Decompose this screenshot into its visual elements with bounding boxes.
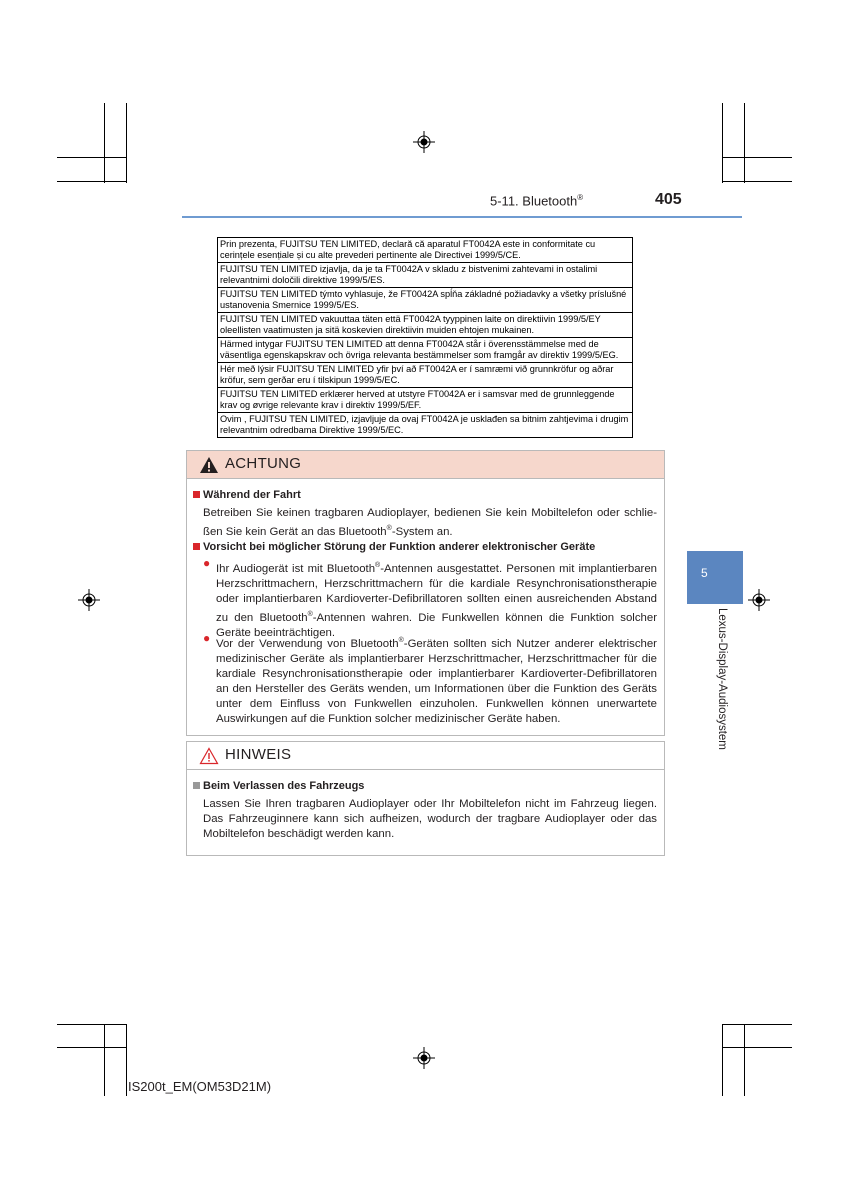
chapter-title: Lexus-Display-Audiosystem: [716, 608, 728, 750]
bullet-dot-icon: ●: [203, 556, 211, 570]
crop-mark: [722, 1024, 723, 1096]
chapter-number: 5: [701, 566, 708, 580]
hinweis-title: HINWEIS: [225, 746, 292, 763]
crop-mark: [104, 1024, 105, 1096]
crop-mark: [126, 103, 127, 183]
declaration-row: FUJITSU TEN LIMITED týmto vyhlasuje, že FT0042A spĺňa základné požiadavky a všetky príslušné ustanovenia Smernice 1999/5/ES.: [218, 288, 632, 313]
crop-mark: [57, 1047, 127, 1048]
section-heading: Vorsicht bei möglicher Störung der Funktion anderer elektronischer Geräte: [193, 541, 595, 553]
declaration-row: Prin prezenta, FUJITSU TEN LIMITED, declară că aparatul FT0042A este in conformitate cu cerințele esențiale și cu alte prevederi pertinente ale Directivei 1999/5/CE.: [218, 238, 632, 263]
crop-mark: [722, 1047, 792, 1048]
bullet-dot-icon: ●: [203, 631, 211, 645]
crop-mark: [722, 181, 792, 182]
crop-mark: [57, 181, 127, 182]
crop-mark: [126, 1024, 127, 1096]
square-bullet-icon: [193, 543, 200, 550]
section-heading: Beim Verlassen des Fahrzeugs: [193, 780, 364, 792]
page-number: 405: [655, 191, 682, 208]
crop-mark: [104, 103, 105, 183]
crop-mark: [722, 1024, 792, 1025]
header-rule: [182, 216, 742, 218]
declaration-table: [217, 237, 633, 438]
model-code: IS200t_EM(OM53D21M): [128, 1079, 272, 1094]
declaration-row: FUJITSU TEN LIMITED vakuuttaa täten että FT0042A tyyppinen laite on direktiivin 1999/5/EY oleellisten vaatimusten ja sitä koskevien direktiivin muiden ehtojen mukainen.: [218, 313, 632, 338]
achtung-header: [187, 451, 664, 479]
hinweis-box: [186, 741, 665, 856]
bullet-paragraph: Ihr Audiogerät ist mit Bluetooth®-Antennen ausgestattet. Personen mit implantierbaren Herzschrittmachern, Herzschrittmachern für die kardiale Resynchronisationstherapie oder implantierbaren Kardioverter-Defibrillatoren sollten einen ausreichenden Abstand zu den Bluetooth®-Antennen wahren. Die Funkwellen können die Funktion solcher Geräte beeinträchtigen.: [216, 562, 658, 639]
declaration-row: Härmed intygar FUJITSU TEN LIMITED att denna FT0042A står i överensstämmelse med de väsentliga egenskapskrav och övriga relevanta bestämmelser som framgår av direktiv 1999/5/EG.: [218, 338, 632, 363]
crop-mark: [57, 1024, 127, 1025]
crop-mark: [722, 103, 723, 183]
paragraph: Betreiben Sie keinen tragbaren Audioplayer, bedienen Sie kein Mobiltelefon oder schlie- ßen Sie kein Gerät an das Bluetooth®-System an.: [203, 507, 657, 538]
chapter-tab: [687, 551, 743, 604]
section-title: 5-11. Bluetooth®: [490, 193, 584, 209]
section-heading: Während der Fahrt: [193, 489, 301, 501]
crop-mark: [722, 157, 792, 158]
square-bullet-icon: [193, 491, 200, 498]
crop-mark: [744, 1024, 745, 1096]
declaration-row: FUJITSU TEN LIMITED izjavlja, da je ta FT0042A v skladu z bistvenimi zahtevami in ostalimi relevantnimi določili direktive 1999/5/ES.: [218, 263, 632, 288]
registration-mark-icon: [748, 589, 770, 611]
achtung-box: [186, 450, 665, 736]
bullet-paragraph: Vor der Verwendung von Bluetooth®-Geräten sollten sich Nutzer anderer elektrischer medizinischer Geräte als implantierbarer Herzschrittmacher, Herzschrittmacher für die kardiale Resynchronisationstherapie oder implantierbarer Kardioverter-Defibrillatoren an den Hersteller des Geräts wenden, um Informationen über die Funktion des Geräts unter dem Einfluss von Funkwellen einzuholen. Funkwellen können unerwartete Auswirkungen auf die Funktion solcher medizinischer Geräte haben.: [216, 637, 657, 725]
registration-mark-icon: [413, 1047, 435, 1069]
warning-icon: [199, 456, 219, 474]
square-bullet-icon: [193, 782, 200, 789]
warning-outline-icon: [199, 747, 219, 765]
registration-mark-icon: [413, 131, 435, 153]
achtung-title: ACHTUNG: [225, 455, 302, 472]
crop-mark: [57, 157, 127, 158]
declaration-row: Ovim , FUJITSU TEN LIMITED, izjavljuje da ovaj FT0042A je usklađen sa bitnim zahtjevima i drugim relevantnim odredbama Direktive 1999/5/EC.: [220, 414, 629, 435]
crop-mark: [744, 103, 745, 183]
paragraph: Lassen Sie Ihren tragbaren Audioplayer oder Ihr Mobiltelefon nicht im Fahrzeug liegen. Das Fahrzeuginnere kann sich aufheizen, wodurch der tragbare Audioplayer oder das Mobiltelefon beschädigt werden kann.: [203, 798, 657, 840]
hinweis-header: [187, 742, 664, 770]
registration-mark-icon: [78, 589, 100, 611]
declaration-row: FUJITSU TEN LIMITED erklærer herved at utstyre FT0042A er i samsvar med de grunnleggende krav og øvrige relevante krav i direktiv 1999/5/EF.: [218, 388, 632, 413]
declaration-row: Hér með lýsir FUJITSU TEN LIMITED yfir því að FT0042A er í samræmi við grunnkröfur og aðrar kröfur, sem gerðar eru í tilskipun 1999/5/EC.: [218, 363, 632, 388]
